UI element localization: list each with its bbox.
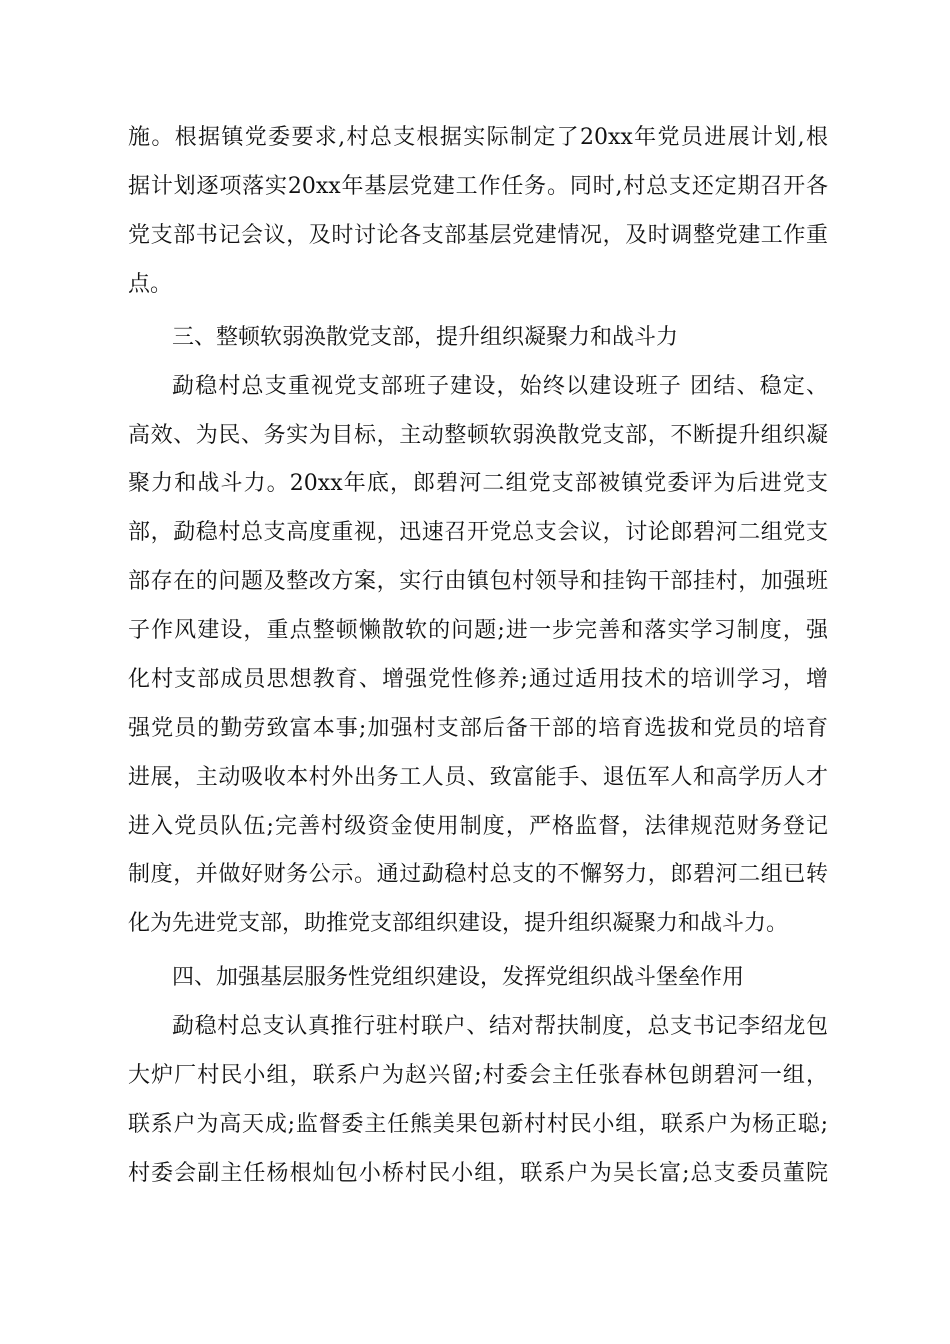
paragraph-line: 联系户为高天成;监督委主任熊美果包新村村民小组，联系户为杨正聪; <box>128 1112 828 1137</box>
paragraph-line: 进入党员队伍;完善村级资金使用制度，严格监督，法律规范财务登记 <box>128 814 828 839</box>
paragraph-line: 点。 <box>128 272 173 297</box>
paragraph-line: 党支部书记会议，及时讨论各支部基层党建情况，及时调整党建工作重 <box>128 223 828 248</box>
section-heading: 四、加强基层服务性党组织建设，发挥党组织战斗堡垒作用 <box>172 965 745 990</box>
paragraph-line: 进展，主动吸收本村外出务工人员、致富能手、退伍军人和高学历人才 <box>128 765 828 790</box>
paragraph-line: 勐稳村总支重视党支部班子建设，始终以建设班子 团结、稳定、 <box>172 374 828 399</box>
paragraph-line: 部存在的问题及整改方案，实行由镇包村领导和挂钩干部挂村，加强班 <box>128 569 828 594</box>
paragraph-line: 大炉厂村民小组，联系户为赵兴留;村委会主任张春林包朗碧河一组， <box>128 1063 828 1088</box>
paragraph-line: 化为先进党支部，助推党支部组织建设，提升组织凝聚力和战斗力。 <box>128 911 789 936</box>
paragraph-line: 聚力和战斗力。20xx年底，郎碧河二组党支部被镇党委评为后进党支 <box>128 471 828 496</box>
paragraph-line: 高效、为民、务实为目标，主动整顿软弱涣散党支部，不断提升组织凝 <box>128 423 828 448</box>
paragraph-line: 强党员的勤劳致富本事;加强村支部后备干部的培育选拔和党员的培育 <box>128 716 828 741</box>
paragraph-line: 施。根据镇党委要求,村总支根据实际制定了20xx年党员进展计划,根 <box>128 125 828 150</box>
paragraph-line: 勐稳村总支认真推行驻村联户、结对帮扶制度，总支书记李绍龙包 <box>172 1014 828 1039</box>
section-heading: 三、整顿软弱涣散党支部，提升组织凝聚力和战斗力 <box>172 325 679 350</box>
paragraph-line: 子作风建设，重点整顿懒散软的问题;进一步完善和落实学习制度，强 <box>128 618 828 643</box>
paragraph-line: 部，勐稳村总支高度重视，迅速召开党总支会议，讨论郎碧河二组党支 <box>128 520 828 545</box>
paragraph-line: 据计划逐项落实20xx年基层党建工作任务。同时,村总支还定期召开各 <box>128 174 828 199</box>
paragraph-line: 制度，并做好财务公示。通过勐稳村总支的不懈努力，郎碧河二组已转 <box>128 862 828 887</box>
paragraph-line: 村委会副主任杨根灿包小桥村民小组，联系户为吴长富;总支委员董院 <box>128 1161 828 1186</box>
paragraph-line: 化村支部成员思想教育、增强党性修养;通过适用技术的培训学习，增 <box>128 667 828 692</box>
